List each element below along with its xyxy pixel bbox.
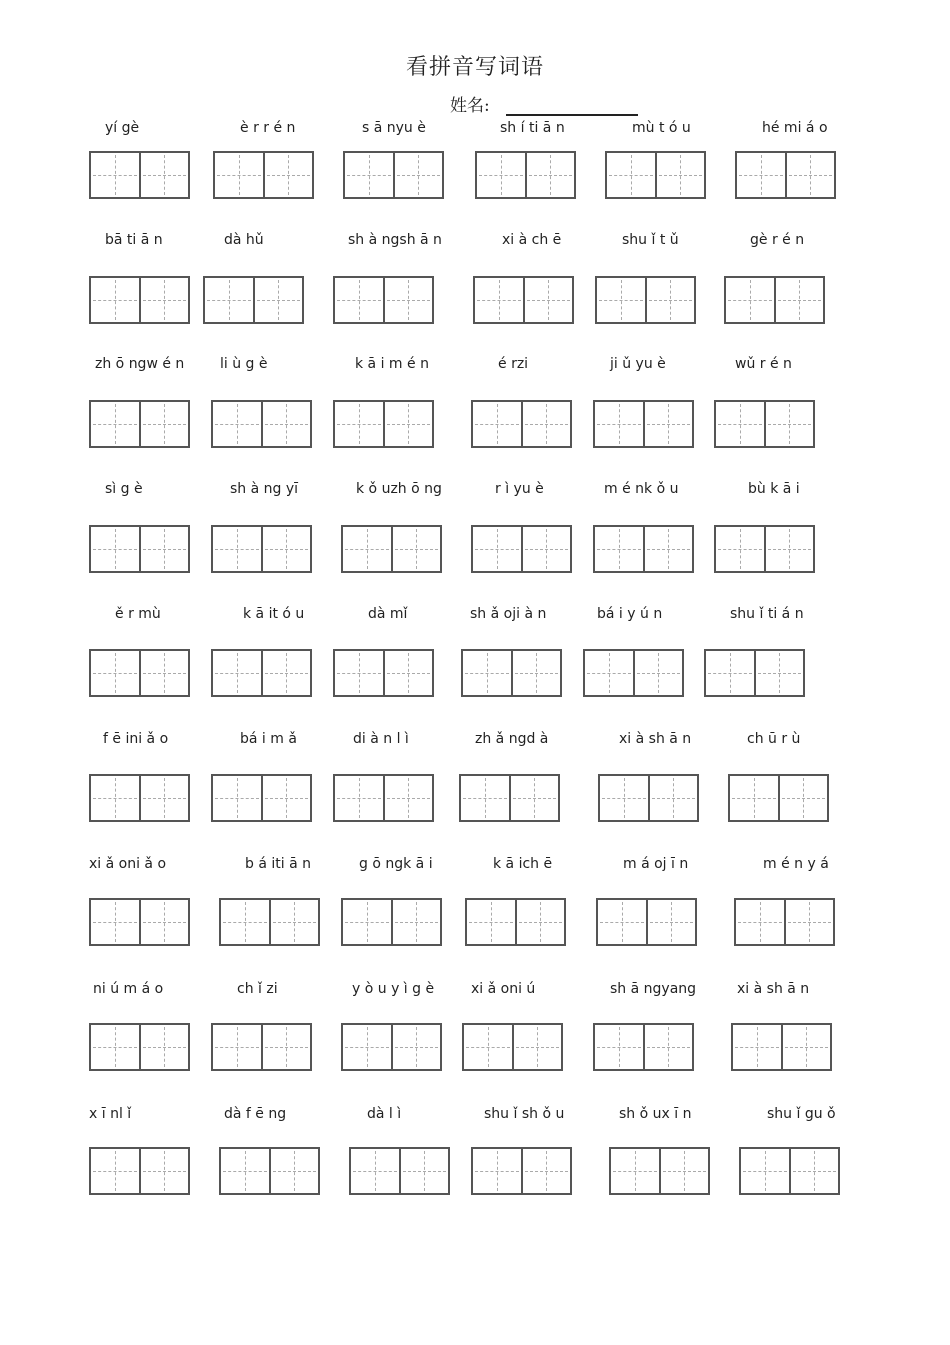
- tianzige-cell[interactable]: [91, 153, 139, 197]
- tianzige-cell[interactable]: [91, 1149, 139, 1193]
- pinyin-prompt: r ì yu è: [495, 481, 544, 497]
- tianzige-cell[interactable]: [91, 402, 139, 446]
- tianzige-cell[interactable]: [645, 278, 695, 322]
- worksheet-title: 看拼音写词语: [405, 55, 544, 80]
- tianzige-cell[interactable]: [261, 527, 311, 571]
- pinyin-prompt: é rzi: [498, 356, 529, 372]
- tianzige-cell[interactable]: [345, 153, 393, 197]
- tianzige-cell[interactable]: [139, 1149, 189, 1193]
- writing-box[interactable]: [89, 400, 190, 448]
- writing-box[interactable]: [89, 1023, 190, 1071]
- writing-box[interactable]: [596, 898, 697, 946]
- tianzige-cell[interactable]: [726, 278, 774, 322]
- pinyin-prompt: shu ǐ t ǔ: [622, 232, 679, 248]
- tianzige-cell[interactable]: [611, 1149, 659, 1193]
- pinyin-prompt: shu ǐ gu ǒ: [767, 1106, 836, 1122]
- tianzige-cell[interactable]: [523, 278, 573, 322]
- tianzige-cell[interactable]: [509, 776, 559, 820]
- pinyin-prompt: b á iti ā n: [245, 856, 311, 872]
- pinyin-prompt: dà l ì: [367, 1106, 402, 1122]
- writing-box[interactable]: [731, 1023, 832, 1071]
- pinyin-prompt: k ǒ uzh ō ng: [356, 481, 442, 497]
- tianzige-cell[interactable]: [706, 651, 754, 695]
- tianzige-cell[interactable]: [91, 900, 139, 944]
- tianzige-cell[interactable]: [391, 900, 441, 944]
- tianzige-cell[interactable]: [391, 1025, 441, 1069]
- tianzige-cell[interactable]: [789, 1149, 839, 1193]
- pinyin-prompt: k ā i m é n: [355, 356, 429, 372]
- tianzige-cell[interactable]: [521, 402, 571, 446]
- tianzige-cell[interactable]: [464, 1025, 512, 1069]
- tianzige-cell[interactable]: [585, 651, 633, 695]
- pinyin-prompt: k ā ich ē: [493, 856, 553, 872]
- pinyin-prompt: s ā nyu è: [362, 120, 426, 136]
- tianzige-cell[interactable]: [716, 527, 764, 571]
- tianzige-cell[interactable]: [383, 651, 433, 695]
- writing-box[interactable]: [471, 1147, 572, 1195]
- name-blank-line[interactable]: [506, 98, 638, 116]
- writing-box[interactable]: [89, 774, 190, 822]
- writing-box[interactable]: [605, 151, 706, 199]
- tianzige-cell[interactable]: [261, 402, 311, 446]
- writing-box[interactable]: [349, 1147, 450, 1195]
- tianzige-cell[interactable]: [475, 278, 523, 322]
- tianzige-cell[interactable]: [461, 776, 509, 820]
- name-label: 姓名:: [450, 96, 490, 116]
- writing-box[interactable]: [333, 400, 434, 448]
- writing-box[interactable]: [728, 774, 829, 822]
- writing-box[interactable]: [203, 276, 304, 324]
- tianzige-cell[interactable]: [633, 651, 683, 695]
- pinyin-prompt: xi ǎ oni ǎ o: [89, 856, 167, 872]
- tianzige-cell[interactable]: [754, 651, 804, 695]
- writing-box[interactable]: [471, 400, 572, 448]
- tianzige-cell[interactable]: [733, 1025, 781, 1069]
- tianzige-cell[interactable]: [351, 1149, 399, 1193]
- pinyin-prompt: xi ǎ oni ú: [471, 981, 536, 997]
- tianzige-cell[interactable]: [597, 278, 645, 322]
- tianzige-cell[interactable]: [785, 153, 835, 197]
- tianzige-cell[interactable]: [764, 402, 814, 446]
- writing-box[interactable]: [89, 525, 190, 573]
- writing-box[interactable]: [219, 898, 320, 946]
- name-row: [450, 91, 638, 116]
- writing-box[interactable]: [462, 1023, 563, 1071]
- tianzige-cell[interactable]: [764, 527, 814, 571]
- tianzige-cell[interactable]: [263, 153, 313, 197]
- tianzige-cell[interactable]: [595, 527, 643, 571]
- tianzige-cell[interactable]: [784, 900, 834, 944]
- tianzige-cell[interactable]: [646, 900, 696, 944]
- pinyin-prompt: sì g è: [105, 481, 143, 497]
- tianzige-cell[interactable]: [221, 1149, 269, 1193]
- tianzige-cell[interactable]: [343, 527, 391, 571]
- writing-box[interactable]: [714, 525, 815, 573]
- pinyin-prompt: mù t ó u: [632, 120, 691, 136]
- pinyin-prompt: shu ǐ ti á n: [730, 606, 804, 622]
- tianzige-cell[interactable]: [213, 527, 261, 571]
- writing-box[interactable]: [211, 649, 312, 697]
- tianzige-cell[interactable]: [716, 402, 764, 446]
- tianzige-cell[interactable]: [213, 402, 261, 446]
- writing-box[interactable]: [593, 1023, 694, 1071]
- tianzige-cell[interactable]: [467, 900, 515, 944]
- pinyin-prompt: li ù g è: [220, 356, 268, 372]
- pinyin-prompt: bā ti ā n: [105, 232, 163, 248]
- tianzige-cell[interactable]: [261, 651, 311, 695]
- writing-box[interactable]: [341, 525, 442, 573]
- writing-box[interactable]: [735, 151, 836, 199]
- pinyin-prompt: è r r é n: [240, 120, 296, 136]
- tianzige-cell[interactable]: [643, 1025, 693, 1069]
- tianzige-cell[interactable]: [343, 1025, 391, 1069]
- tianzige-cell[interactable]: [139, 527, 189, 571]
- tianzige-cell[interactable]: [213, 1025, 261, 1069]
- writing-box[interactable]: [89, 276, 190, 324]
- tianzige-cell[interactable]: [774, 278, 824, 322]
- pinyin-prompt: sh í ti ā n: [500, 120, 565, 136]
- pinyin-prompt: zh ǎ ngd à: [475, 731, 549, 747]
- writing-box[interactable]: [734, 898, 835, 946]
- pinyin-prompt: m á oj ī n: [623, 856, 689, 872]
- writing-box[interactable]: [473, 276, 574, 324]
- tianzige-cell[interactable]: [139, 651, 189, 695]
- tianzige-cell[interactable]: [648, 776, 698, 820]
- tianzige-cell[interactable]: [213, 651, 261, 695]
- writing-box[interactable]: [89, 151, 190, 199]
- tianzige-cell[interactable]: [512, 1025, 562, 1069]
- tianzige-cell[interactable]: [391, 527, 441, 571]
- writing-box[interactable]: [211, 774, 312, 822]
- tianzige-cell[interactable]: [91, 1025, 139, 1069]
- tianzige-cell[interactable]: [473, 1149, 521, 1193]
- tianzige-cell[interactable]: [399, 1149, 449, 1193]
- pinyin-prompt: sh à ng yī: [230, 481, 299, 497]
- writing-box[interactable]: [333, 774, 434, 822]
- pinyin-prompt: di à n l ì: [353, 731, 409, 747]
- writing-box[interactable]: [739, 1147, 840, 1195]
- tianzige-cell[interactable]: [383, 776, 433, 820]
- tianzige-cell[interactable]: [473, 527, 521, 571]
- tianzige-cell[interactable]: [730, 776, 778, 820]
- tianzige-cell[interactable]: [261, 1025, 311, 1069]
- tianzige-cell[interactable]: [91, 651, 139, 695]
- pinyin-prompt: xi à sh ā n: [737, 981, 810, 997]
- pinyin-prompt: bù k ā i: [748, 481, 800, 497]
- tianzige-cell[interactable]: [473, 402, 521, 446]
- pinyin-prompt: hé mi á o: [762, 120, 828, 136]
- writing-box[interactable]: [714, 400, 815, 448]
- tianzige-cell[interactable]: [91, 527, 139, 571]
- pinyin-prompt: wǔ r é n: [735, 356, 792, 372]
- tianzige-cell[interactable]: [600, 776, 648, 820]
- tianzige-cell[interactable]: [335, 402, 383, 446]
- writing-box[interactable]: [459, 774, 560, 822]
- writing-box[interactable]: [219, 1147, 320, 1195]
- pinyin-prompt: sh ā ngyang: [610, 981, 697, 997]
- tianzige-cell[interactable]: [477, 153, 525, 197]
- tianzige-cell[interactable]: [595, 1025, 643, 1069]
- pinyin-prompt: bá i m ǎ: [240, 731, 297, 747]
- pinyin-prompt: ch ū r ù: [747, 731, 801, 747]
- tianzige-cell[interactable]: [737, 153, 785, 197]
- writing-box[interactable]: [465, 898, 566, 946]
- tianzige-cell[interactable]: [213, 776, 261, 820]
- tianzige-cell[interactable]: [515, 900, 565, 944]
- tianzige-cell[interactable]: [335, 651, 383, 695]
- pinyin-prompt: sh ǒ ux ī n: [619, 1106, 692, 1122]
- pinyin-prompt: gè r é n: [750, 232, 805, 248]
- tianzige-cell[interactable]: [383, 278, 433, 322]
- tianzige-cell[interactable]: [335, 278, 383, 322]
- writing-box[interactable]: [89, 1147, 190, 1195]
- writing-box[interactable]: [343, 151, 444, 199]
- tianzige-cell[interactable]: [253, 278, 303, 322]
- pinyin-prompt: m é nk ǒ u: [604, 481, 679, 497]
- tianzige-cell[interactable]: [607, 153, 655, 197]
- pinyin-prompt: dà mǐ: [368, 606, 408, 622]
- pinyin-prompt: bá i y ú n: [597, 606, 663, 622]
- tianzige-cell[interactable]: [741, 1149, 789, 1193]
- writing-box[interactable]: [341, 1023, 442, 1071]
- tianzige-cell[interactable]: [598, 900, 646, 944]
- tianzige-cell[interactable]: [511, 651, 561, 695]
- writing-box[interactable]: [333, 649, 434, 697]
- writing-box[interactable]: [213, 151, 314, 199]
- writing-box[interactable]: [341, 898, 442, 946]
- pinyin-prompt: zh ō ngw é n: [95, 356, 185, 372]
- writing-box[interactable]: [595, 276, 696, 324]
- tianzige-cell[interactable]: [139, 1025, 189, 1069]
- tianzige-cell[interactable]: [221, 900, 269, 944]
- tianzige-cell[interactable]: [91, 278, 139, 322]
- pinyin-prompt: k ā it ó u: [243, 606, 305, 622]
- tianzige-cell[interactable]: [343, 900, 391, 944]
- pinyin-prompt: xi à ch ē: [502, 232, 562, 248]
- writing-box[interactable]: [475, 151, 576, 199]
- pinyin-prompt: dà f ē ng: [224, 1106, 287, 1122]
- writing-box[interactable]: [593, 525, 694, 573]
- pinyin-prompt: sh ǎ oji à n: [470, 606, 547, 622]
- tianzige-cell[interactable]: [205, 278, 253, 322]
- tianzige-cell[interactable]: [521, 527, 571, 571]
- tianzige-cell[interactable]: [643, 527, 693, 571]
- pinyin-prompt: shu ǐ sh ǒ u: [484, 1106, 565, 1122]
- tianzige-cell[interactable]: [383, 402, 433, 446]
- writing-box[interactable]: [333, 276, 434, 324]
- pinyin-prompt: ni ú m á o: [93, 981, 164, 997]
- tianzige-cell[interactable]: [655, 153, 705, 197]
- tianzige-cell[interactable]: [335, 776, 383, 820]
- pinyin-prompt: ch ǐ zi: [237, 981, 278, 997]
- writing-box[interactable]: [593, 400, 694, 448]
- pinyin-prompt: m é n y á: [763, 856, 829, 872]
- tianzige-cell[interactable]: [139, 278, 189, 322]
- pinyin-prompt: f ē ini ǎ o: [103, 731, 169, 747]
- tianzige-cell[interactable]: [91, 776, 139, 820]
- tianzige-cell[interactable]: [139, 153, 189, 197]
- tianzige-cell[interactable]: [139, 402, 189, 446]
- writing-box[interactable]: [609, 1147, 710, 1195]
- tianzige-cell[interactable]: [139, 900, 189, 944]
- pinyin-prompt: y ò u y ì g è: [352, 981, 435, 997]
- tianzige-cell[interactable]: [521, 1149, 571, 1193]
- pinyin-prompt: xi à sh ā n: [619, 731, 692, 747]
- tianzige-cell[interactable]: [781, 1025, 831, 1069]
- pinyin-prompt: g ō ngk ā i: [359, 856, 433, 872]
- tianzige-cell[interactable]: [736, 900, 784, 944]
- tianzige-cell[interactable]: [215, 153, 263, 197]
- tianzige-cell[interactable]: [463, 651, 511, 695]
- pinyin-prompt: yí gè: [105, 120, 140, 136]
- writing-box[interactable]: [461, 649, 562, 697]
- writing-box[interactable]: [211, 525, 312, 573]
- pinyin-prompt: dà hǔ: [224, 232, 264, 248]
- tianzige-cell[interactable]: [269, 1149, 319, 1193]
- tianzige-cell[interactable]: [261, 776, 311, 820]
- pinyin-prompt: x ī nl ǐ: [89, 1106, 132, 1122]
- writing-box[interactable]: [89, 649, 190, 697]
- writing-box[interactable]: [583, 649, 684, 697]
- writing-box[interactable]: [211, 1023, 312, 1071]
- writing-box[interactable]: [598, 774, 699, 822]
- pinyin-prompt: ji ǔ yu è: [610, 356, 666, 372]
- writing-box[interactable]: [211, 400, 312, 448]
- tianzige-cell[interactable]: [139, 776, 189, 820]
- writing-box[interactable]: [89, 898, 190, 946]
- tianzige-cell[interactable]: [643, 402, 693, 446]
- tianzige-cell[interactable]: [778, 776, 828, 820]
- writing-box[interactable]: [724, 276, 825, 324]
- writing-box[interactable]: [704, 649, 805, 697]
- tianzige-cell[interactable]: [525, 153, 575, 197]
- tianzige-cell[interactable]: [393, 153, 443, 197]
- writing-box[interactable]: [471, 525, 572, 573]
- pinyin-prompt: ě r mù: [115, 606, 161, 622]
- pinyin-prompt: sh à ngsh ā n: [348, 232, 442, 248]
- tianzige-cell[interactable]: [659, 1149, 709, 1193]
- tianzige-cell[interactable]: [269, 900, 319, 944]
- tianzige-cell[interactable]: [595, 402, 643, 446]
